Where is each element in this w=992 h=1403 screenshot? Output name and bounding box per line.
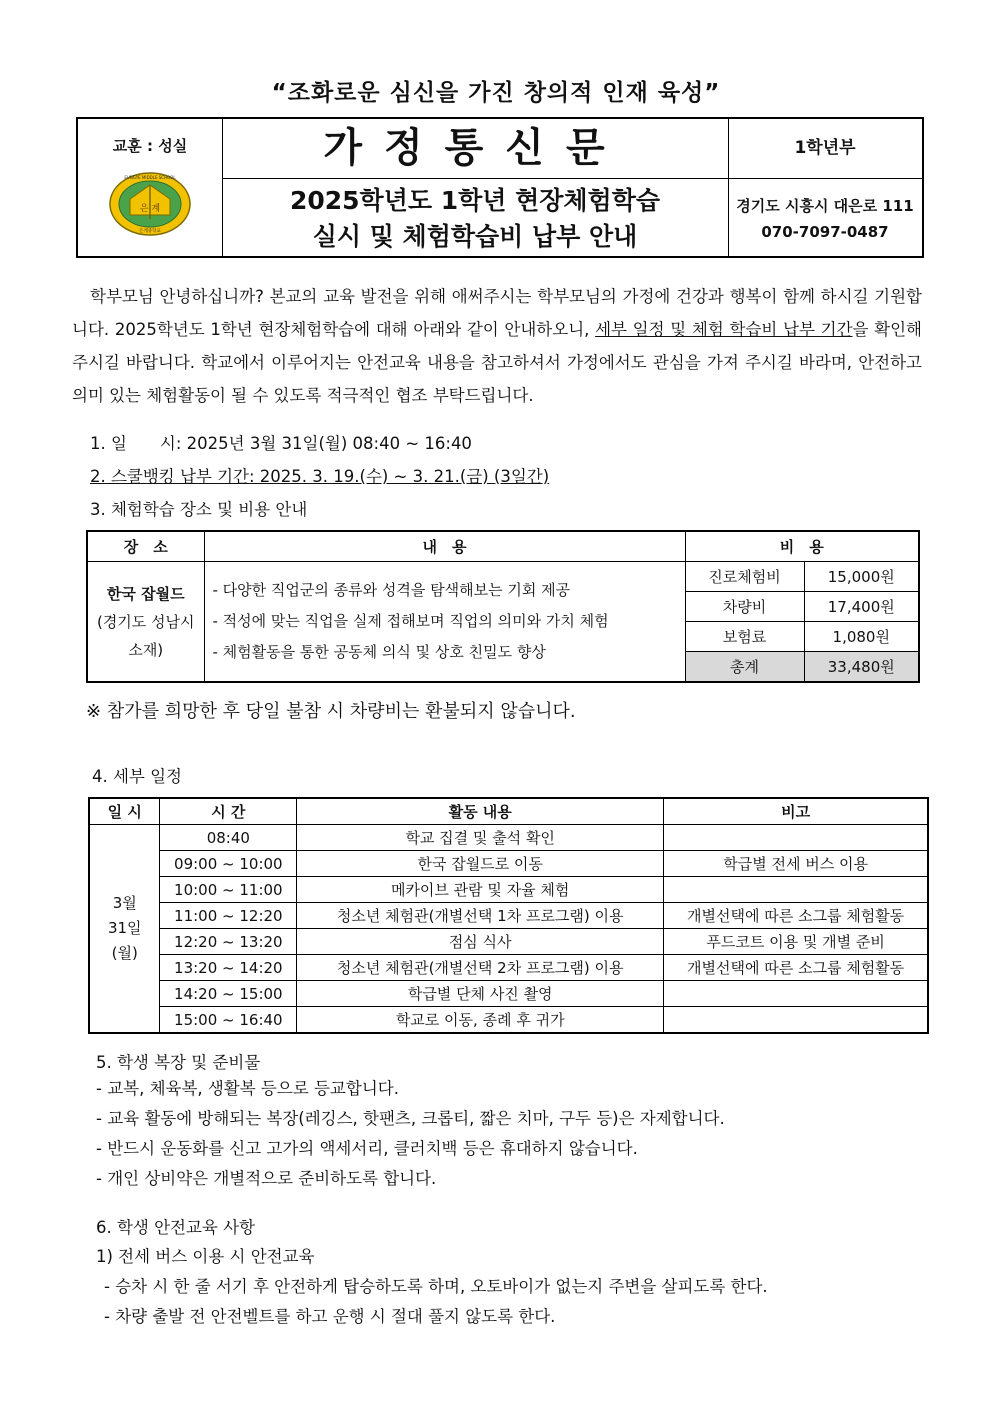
school-seal-logo [108, 171, 192, 237]
schedule-activity: 한국 잡월드로 이동 [297, 851, 664, 877]
content-cell [204, 562, 685, 683]
list-item: - 승차 시 한 줄 서기 후 안전하게 탑승하도록 하며, 오토바이가 없는지 주변을 살피도록 한다. [104, 1277, 768, 1296]
table-row [89, 851, 928, 877]
content-line: - 체험활동을 통한 공동체 의식 및 상호 친밀도 향상 [212, 643, 546, 661]
table-header: 시 간 [160, 798, 297, 825]
schedule-time: 10:00 ~ 11:00 [160, 877, 297, 903]
item-date: 1. 일 시: 2025년 3월 31일(월) 08:40 ~ 16:40 [90, 434, 472, 453]
table-header: 활동 내용 [297, 798, 664, 825]
svg-text:EUNGYE MIDDLE SCHOOL: EUNGYE MIDDLE SCHOOL [124, 175, 176, 180]
schedule-time: 11:00 ~ 12:20 [160, 903, 297, 929]
schedule-note [664, 981, 928, 1007]
list-item: - 차량 출발 전 안전벨트를 하고 운행 시 절대 풀지 않도록 한다. [104, 1307, 556, 1326]
list-item: - 반드시 운동화를 신고 고가의 액세서리, 클러치백 등은 휴대하지 않습니다. [96, 1139, 638, 1158]
table-row [89, 955, 928, 981]
table-row [89, 903, 928, 929]
table-header: 내 용 [204, 531, 685, 562]
content-line: - 적성에 맞는 직업을 실제 접해보며 직업의 의미와 가치 체험 [212, 612, 609, 630]
fee-table [86, 530, 920, 683]
content-line: - 다양한 직업군의 종류와 성격을 탐색해보는 기회 제공 [212, 581, 571, 599]
list-subheading: 1) 전세 버스 이용 시 안전교육 [96, 1247, 315, 1266]
svg-text:은 계: 은 계 [139, 204, 161, 214]
intro-text: 을 확인해 주시길 바랍니다. 학교에서 이루어지는 안전교육 내용을 참고하셔서 가정에서도 관심을 가져 주시길 바라며, 안전하고 의미 있는 체험활동이 될 수 있도록 적극적인 협조 부탁드립니다. [72, 320, 922, 405]
table-row [89, 877, 928, 903]
schedule-time: 09:00 ~ 10:00 [160, 851, 297, 877]
schedule-table [88, 797, 929, 1034]
table-row [89, 825, 928, 851]
cost-amount: 15,000원 [804, 562, 919, 592]
schedule-activity: 청소년 체험관(개별선택 2차 프로그램) 이용 [297, 955, 664, 981]
list-item: - 교복, 체육복, 생활복 등으로 등교합니다. [96, 1079, 399, 1098]
place-location: (경기도 성남시 소재) [96, 612, 195, 659]
cost-amount: 1,080원 [804, 622, 919, 652]
item-place-heading: 3. 체험학습 장소 및 비용 안내 [90, 500, 308, 519]
school-motto-banner: “조화로운 심신을 가진 창의적 인재 육성” [271, 80, 721, 106]
department-label: 1학년부 [794, 138, 856, 158]
place-name: 한국 잡월드 [106, 584, 185, 603]
schedule-activity: 학교로 이동, 종례 후 귀가 [297, 1007, 664, 1034]
item-payment-period: 2. 스쿨뱅킹 납부 기간: 2025. 3. 19.(수) ~ 3. 21.(금) (3일간) [90, 467, 550, 486]
subtitle-line: 2025학년도 1학년 현장체험학습 [289, 186, 661, 215]
schedule-note: 푸드코트 이용 및 개별 준비 [664, 929, 928, 955]
cost-total-amount: 33,480원 [804, 652, 919, 683]
table-row [89, 929, 928, 955]
newsletter-header [76, 117, 924, 258]
dress-heading: 5. 학생 복장 및 준비물 [96, 1053, 261, 1072]
cost-label: 보험료 [685, 622, 804, 652]
table-header: 일 시 [89, 798, 160, 825]
schedule-date: 3월 31일 (월) [89, 825, 160, 1034]
table-header: 비고 [664, 798, 928, 825]
schedule-time: 15:00 ~ 16:40 [160, 1007, 297, 1034]
school-address: 경기도 시흥시 대은로 111 [736, 197, 914, 215]
schedule-note: 학급별 전세 버스 이용 [664, 851, 928, 877]
notice-subtitle [222, 183, 728, 255]
subtitle-line: 실시 및 체험학습비 납부 안내 [312, 222, 638, 251]
cost-label: 진로체험비 [685, 562, 804, 592]
dress-list [96, 1074, 725, 1194]
table-header: 장 소 [87, 531, 204, 562]
schedule-activity: 메카이브 관람 및 자율 체험 [297, 877, 664, 903]
schedule-note [664, 877, 928, 903]
divider [222, 178, 922, 179]
intro-emphasis: 세부 일정 및 체험 학습비 납부 기간 [595, 320, 853, 339]
schedule-activity: 청소년 체험관(개별선택 1차 프로그램) 이용 [297, 903, 664, 929]
table-header: 비 용 [685, 531, 919, 562]
schedule-activity: 학교 집결 및 출석 확인 [297, 825, 664, 851]
school-phone: 070-7097-0487 [761, 223, 889, 241]
intro-text: 학부모님 안녕하십니까? 본교의 교육 발전을 위해 애써주시는 학부모님의 가정에 건강과 행복이 함께 하시길 기원합니다. 2025학년도 1학년 현장체험학습에 대해 아래와 같이 안내하오니, [72, 287, 922, 339]
page-title: 가정통신문 [323, 125, 627, 171]
school-contact [728, 193, 922, 245]
schedule-time: 13:20 ~ 14:20 [160, 955, 297, 981]
safety-heading: 6. 학생 안전교육 사항 [96, 1218, 255, 1237]
table-row [89, 1007, 928, 1034]
svg-text:은계중학교: 은계중학교 [139, 229, 161, 234]
schedule-activity: 점심 식사 [297, 929, 664, 955]
place-cell [87, 562, 204, 683]
schedule-activity: 학급별 단체 사진 촬영 [297, 981, 664, 1007]
schedule-note [664, 825, 928, 851]
schedule-note: 개별선택에 따른 소그룹 체험활동 [664, 903, 928, 929]
cost-label: 차량비 [685, 592, 804, 622]
schedule-time: 14:20 ~ 15:00 [160, 981, 297, 1007]
schedule-time: 08:40 [160, 825, 297, 851]
safety-list [96, 1242, 768, 1332]
schedule-time: 12:20 ~ 13:20 [160, 929, 297, 955]
schedule-note: 개별선택에 따른 소그룹 체험활동 [664, 955, 928, 981]
cost-total-label: 총계 [685, 652, 804, 683]
table-row [89, 981, 928, 1007]
intro-paragraph [72, 280, 922, 412]
schedule-heading: 4. 세부 일정 [92, 767, 182, 786]
refund-notice: ※ 참가를 희망한 후 당일 불참 시 차량비는 환불되지 않습니다. [86, 701, 576, 722]
cost-amount: 17,400원 [804, 592, 919, 622]
list-item: - 개인 상비약은 개별적으로 준비하도록 합니다. [96, 1169, 437, 1188]
school-creed: 교훈 : 성실 [112, 137, 188, 155]
schedule-note [664, 1007, 928, 1034]
list-item: - 교육 활동에 방해되는 복장(레깅스, 핫팬츠, 크롭티, 짧은 치마, 구두 등)은 자제합니다. [96, 1109, 725, 1128]
